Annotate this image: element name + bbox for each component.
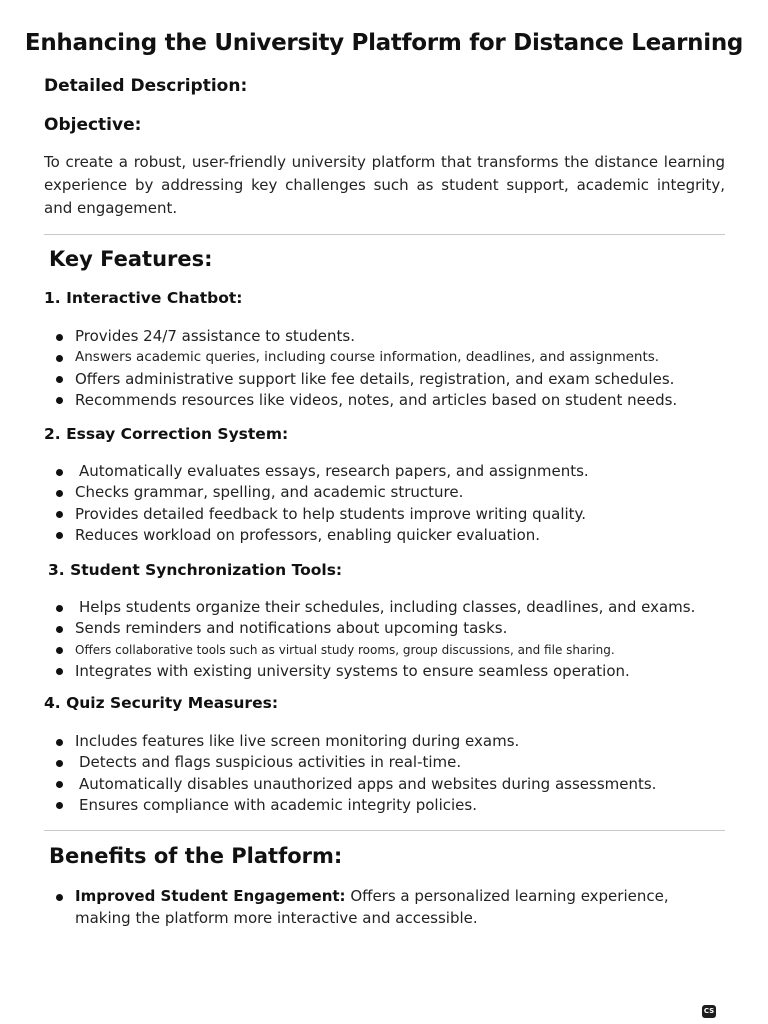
- divider: [44, 234, 725, 235]
- bullet-icon: [56, 760, 63, 767]
- list-item: Ensures compliance with academic integrity policies.: [0, 795, 768, 816]
- list-item: Offers collaborative tools such as virtual study rooms, group discussions, and file sharing.: [0, 640, 768, 661]
- section-list-quiz-security-measures: [0, 731, 768, 816]
- list-item: Helps students organize their schedules, including classes, deadlines, and exams.: [0, 597, 768, 618]
- benefit-text: [75, 886, 727, 929]
- objective-heading: Objective:: [44, 115, 142, 135]
- bullet-icon: [56, 469, 63, 476]
- list-item: Provides detailed feedback to help students improve writing quality.: [0, 504, 768, 525]
- bullet-icon: [56, 511, 63, 518]
- section-heading-quiz-security-measures: 4. Quiz Security Measures:: [44, 694, 279, 712]
- camscanner-logo-icon: CS: [702, 1005, 716, 1018]
- bullet-icon: [56, 802, 63, 809]
- bullet-icon: [56, 397, 63, 404]
- bullet-icon: [56, 376, 63, 383]
- section-heading-essay-correction-system: 2. Essay Correction System:: [44, 425, 289, 443]
- bullet-icon: [56, 490, 63, 497]
- list-item: Reduces workload on professors, enabling quicker evaluation.: [0, 525, 768, 546]
- divider: [44, 830, 725, 831]
- document-title: Enhancing the University Platform for Distance Learning: [24, 30, 744, 56]
- key-features-heading: Key Features:: [49, 247, 213, 271]
- list-item: Sends reminders and notifications about upcoming tasks.: [0, 618, 768, 639]
- section-list-student-synchronization-tools: [0, 597, 768, 682]
- section-heading-student-synchronization-tools: 3. Student Synchronization Tools:: [48, 561, 343, 579]
- list-item: Automatically disables unauthorized apps and websites during assessments.: [0, 774, 768, 795]
- benefits-heading: Benefits of the Platform:: [49, 844, 343, 868]
- bullet-icon: [56, 668, 63, 675]
- bullet-icon: [56, 626, 63, 633]
- detailed-description-heading: Detailed Description:: [44, 76, 248, 96]
- section-list-interactive-chatbot: [0, 326, 768, 411]
- list-item: Detects and flags suspicious activities in real-time.: [0, 752, 768, 773]
- benefit-item: [0, 886, 768, 929]
- list-item: Integrates with existing university systems to ensure seamless operation.: [0, 661, 768, 682]
- bullet-icon: [56, 781, 63, 788]
- bullet-icon: [56, 532, 63, 539]
- list-item: Offers administrative support like fee details, registration, and exam schedules.: [0, 369, 768, 390]
- list-item: Includes features like live screen monitoring during exams.: [0, 731, 768, 752]
- benefit-description: Offers a personalized learning experience, making the platform more interactive and accessible.: [75, 887, 669, 927]
- bullet-icon: [56, 647, 63, 654]
- bullet-icon: [56, 605, 63, 612]
- bullet-icon: [56, 894, 63, 901]
- bullet-icon: [56, 355, 63, 362]
- list-item: Checks grammar, spelling, and academic structure.: [0, 482, 768, 503]
- list-item: Automatically evaluates essays, research papers, and assignments.: [0, 461, 768, 482]
- bullet-icon: [56, 739, 63, 746]
- list-item: Provides 24/7 assistance to students.: [0, 326, 768, 347]
- list-item: Recommends resources like videos, notes, and articles based on student needs.: [0, 390, 768, 411]
- section-heading-interactive-chatbot: 1. Interactive Chatbot:: [44, 289, 243, 307]
- bullet-icon: [56, 334, 63, 341]
- benefit-label: Improved Student Engagement:: [75, 887, 346, 905]
- list-item: Answers academic queries, including course information, deadlines, and assignments.: [0, 347, 768, 368]
- section-list-essay-correction-system: [0, 461, 768, 546]
- objective-text: To create a robust, user-friendly university platform that transforms the distance learning experience by addressing key challenges such as student support, academic integrity, and engagement.: [44, 153, 725, 217]
